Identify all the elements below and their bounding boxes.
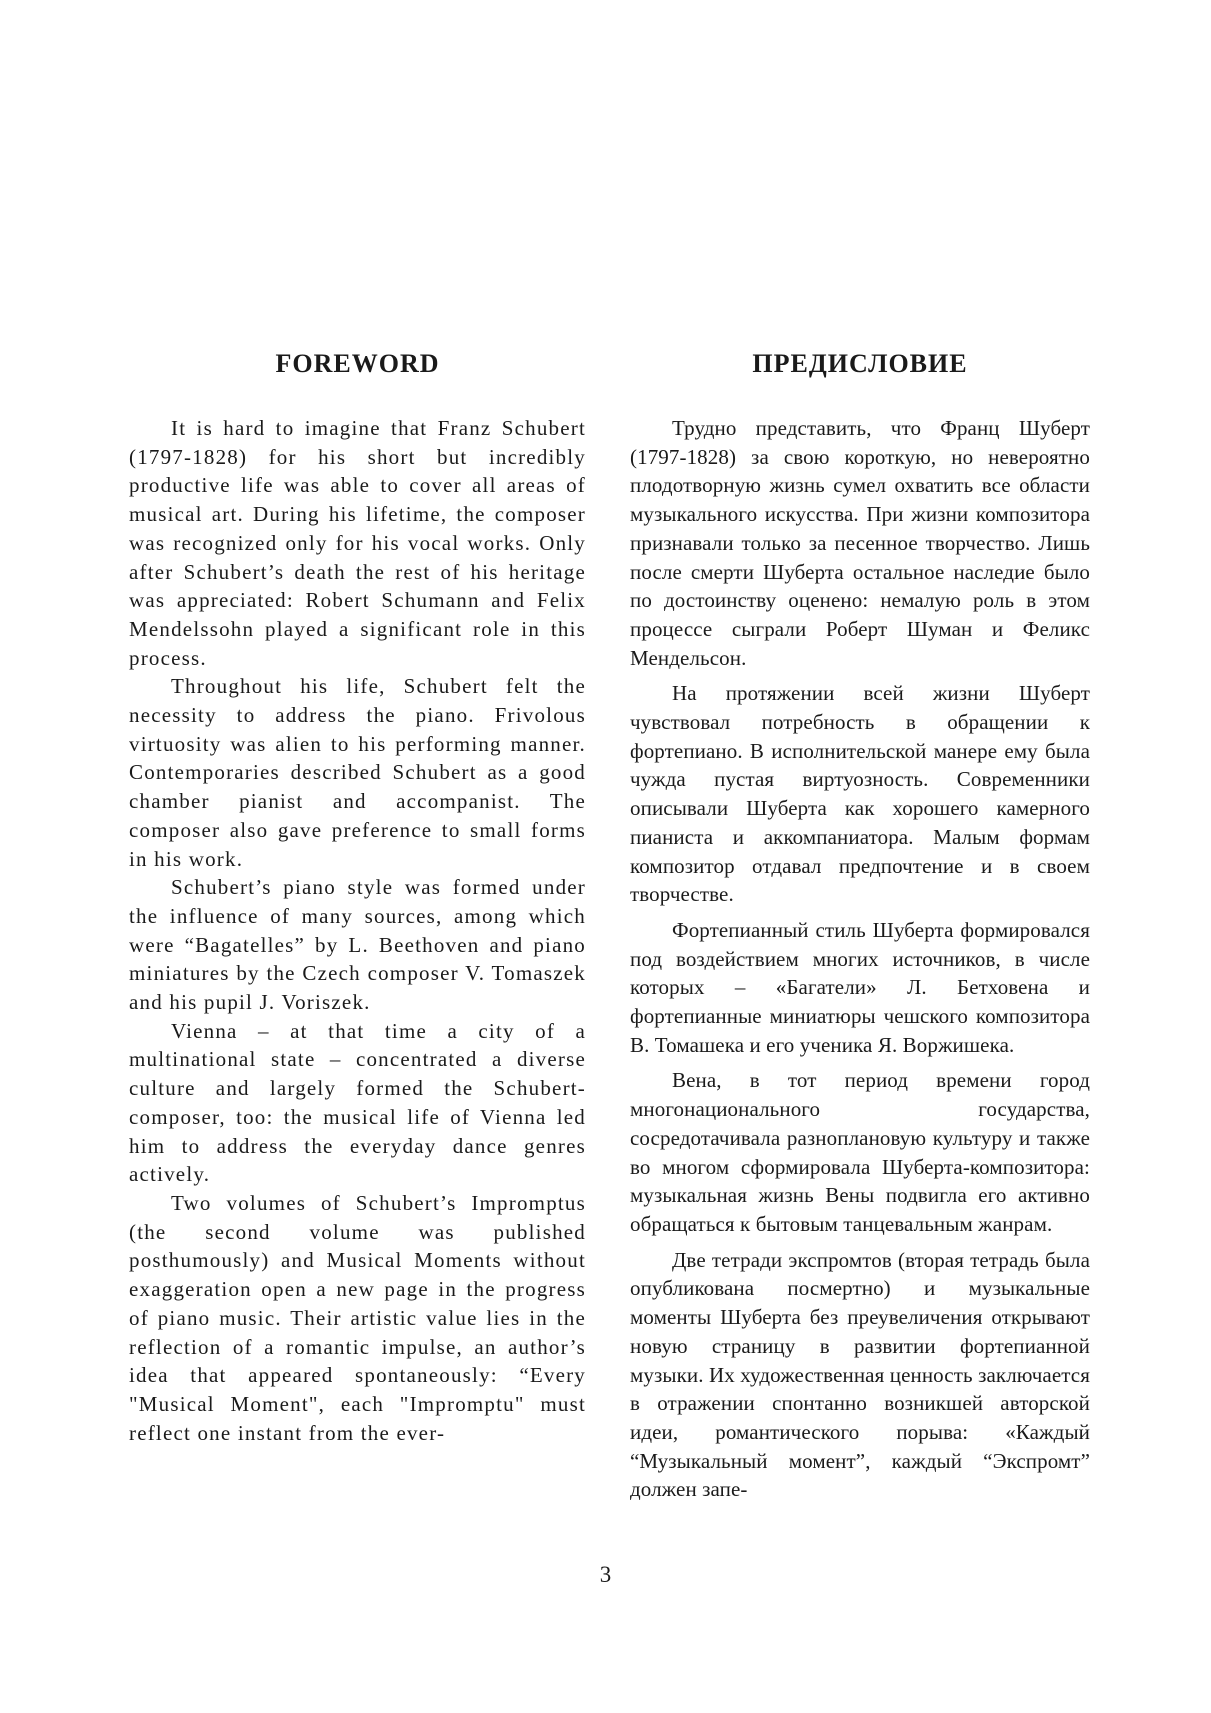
- english-paragraph: It is hard to imagine that Franz Schubert (1797-1828) for his short but incredibly productive life was able to cover all areas of musical art. During his lifetime, the composer was recognized only for his vocal works. Only after Schubert’s death the rest of his heritage was appreciated: Robert Schumann and Felix Mendelssohn played a significant role in this process.: [129, 416, 586, 670]
- english-paragraph: Vienna – at that time a city of a multinational state – concentrated a diverse culture and largely formed the Schubert-composer, too: the musical life of Vienna led him to address the everyday dance genres actively.: [129, 1018, 586, 1187]
- russian-paragraph: Вена, в тот период времени город многонационального государства, сосредотачивала разноплановую культуру и также во многом сформировала Шуберта-композитора: музыкальная жизнь Вены подвигла его активно обращаться к бытовым танцевальным жанрам.: [630, 1068, 1090, 1236]
- russian-paragraph: Две тетради экспромтов (вторая тетрадь была опубликована посмертно) и музыкальные моменты Шуберта без преувеличения открывают новую страницу в развитии фортепианной музыки. Их художественная ценность заключается в отражении спонтанно возникшей авторской идеи, романтического порыва: «Каждый “Музыкальный момент”, каждый “Экспромт” должен запе-: [630, 1247, 1090, 1502]
- english-paragraph: Two volumes of Schubert’s Impromptus (the second volume was published posthumously) and Musical Moments without exaggeration open a new page in the progress of piano music. Their artistic value lies in the reflection of a romantic impulse, an author’s idea that appeared spontaneously: “Every "Musical Moment", each "Impromptu" must reflect one instant from the ever-: [129, 1190, 586, 1445]
- russian-paragraph: На протяжении всей жизни Шуберт чувствовал потребность в обращении к фортепиано. В исполнительской манере ему была чужда пустая виртуозность. Современники описывали Шуберта как хорошего камерного пианиста и аккомпаниатора. Малым формам композитор отдавал предпочтение и в своем творчестве.: [630, 681, 1090, 907]
- english-column: [129, 342, 586, 1447]
- russian-paragraph: Фортепианный стиль Шуберта формировался под воздействием многих источников, в числе которых – «Багатели» Л. Бетховена и фортепианные миниатюры чешского композитора В. Томашека и его ученика Я. Воржишека.: [630, 917, 1090, 1057]
- russian-paragraph: Трудно представить, что Франц Шуберт (1797-1828) за свою короткую, но невероятно плодотворную жизнь сумел охватить все области музыкального искусства. При жизни композитора признавали только за песенное творчество. Лишь после смерти Шуберта остальное наследие было по достоинству оценено: немалую роль в этом процессе сыграли Роберт Шуман и Феликс Мендельсон.: [630, 416, 1090, 670]
- english-paragraph: Schubert’s piano style was formed under the influence of many sources, among which were “Bagatelles” by L. Beethoven and piano miniatures by the Czech composer V. Tomaszek and his pupil J. Voriszek.: [129, 875, 586, 1015]
- english-paragraph: Throughout his life, Schubert felt the necessity to address the piano. Frivolous virtuosity was alien to his performing manner. Contemporaries described Schubert as a good chamber pianist and accompanist. The composer also gave preference to small forms in his work.: [129, 674, 586, 871]
- russian-title: ПРЕДИСЛОВИЕ: [752, 349, 968, 378]
- english-title: FOREWORD: [275, 349, 440, 378]
- russian-column: [630, 342, 1090, 1511]
- page-number: 3: [599, 1562, 612, 1587]
